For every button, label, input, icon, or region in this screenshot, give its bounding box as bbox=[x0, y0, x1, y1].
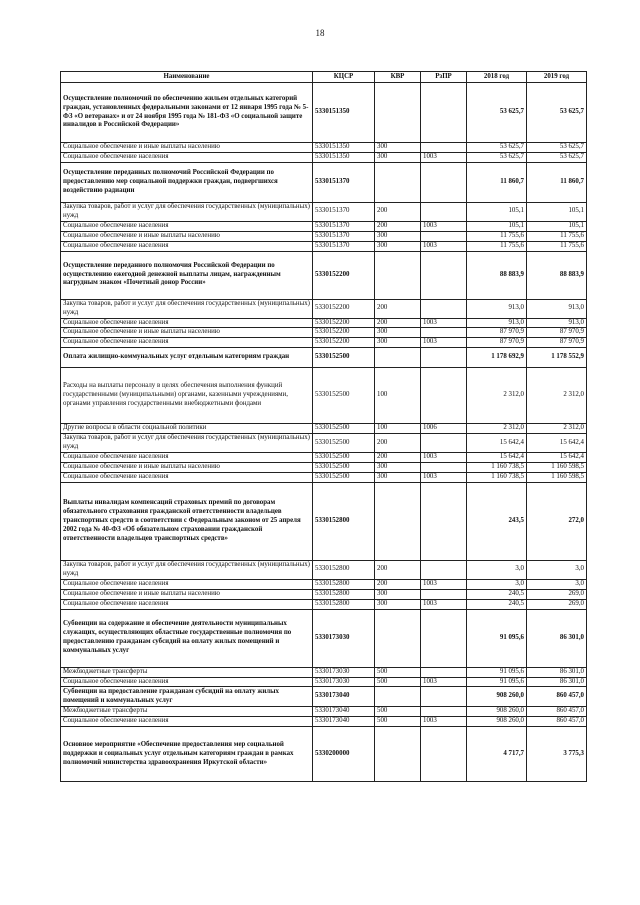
row-amount-2019: 269,0 bbox=[527, 599, 587, 609]
row-amount-2018: 908 260,0 bbox=[467, 687, 527, 707]
row-kvr: 100 bbox=[375, 424, 421, 434]
row-amount-2019: 15 642,4 bbox=[527, 434, 587, 453]
row-amount-2018: 53 625,7 bbox=[467, 143, 527, 153]
row-amount-2019: 53 625,7 bbox=[527, 143, 587, 153]
row-kvr bbox=[375, 609, 421, 667]
row-kvr: 200 bbox=[375, 221, 421, 231]
row-kcsr: 5330152200 bbox=[313, 299, 375, 318]
table-row bbox=[61, 677, 587, 687]
row-kvr bbox=[375, 348, 421, 368]
row-kcsr: 5330151370 bbox=[313, 162, 375, 202]
row-amount-2018: 15 642,4 bbox=[467, 434, 527, 453]
row-kvr: 200 bbox=[375, 299, 421, 318]
row-rzpr: 1003 bbox=[421, 453, 467, 463]
row-amount-2019: 86 301,0 bbox=[527, 677, 587, 687]
row-rzpr: 1003 bbox=[421, 152, 467, 162]
row-amount-2018: 1 160 738,5 bbox=[467, 463, 527, 473]
row-amount-2019: 53 625,7 bbox=[527, 83, 587, 143]
row-name: Межбюджетные трансферты bbox=[61, 707, 313, 717]
row-kcsr: 5330152200 bbox=[313, 251, 375, 299]
row-amount-2019: 11 860,7 bbox=[527, 162, 587, 202]
row-rzpr bbox=[421, 162, 467, 202]
row-amount-2019: 272,0 bbox=[527, 482, 587, 560]
row-name: Социальное обеспечение населения bbox=[61, 241, 313, 251]
row-amount-2019: 53 625,7 bbox=[527, 152, 587, 162]
row-amount-2019: 105,1 bbox=[527, 202, 587, 221]
row-amount-2019: 2 312,0 bbox=[527, 424, 587, 434]
row-amount-2018: 913,0 bbox=[467, 318, 527, 328]
row-amount-2018: 87 970,9 bbox=[467, 338, 527, 348]
row-amount-2018: 4 717,7 bbox=[467, 727, 527, 782]
table-row bbox=[61, 338, 587, 348]
row-name: Социальное обеспечение и иные выплаты населению bbox=[61, 328, 313, 338]
row-amount-2018: 1 160 738,5 bbox=[467, 472, 527, 482]
row-kcsr: 5330151370 bbox=[313, 241, 375, 251]
row-amount-2018: 243,5 bbox=[467, 482, 527, 560]
row-kcsr: 5330152200 bbox=[313, 338, 375, 348]
row-kcsr: 5330151370 bbox=[313, 231, 375, 241]
row-kvr: 300 bbox=[375, 241, 421, 251]
row-kvr: 200 bbox=[375, 453, 421, 463]
row-kcsr: 5330152800 bbox=[313, 482, 375, 560]
table-row bbox=[61, 221, 587, 231]
row-name: Осуществление переданного полномочия Российской Федерации по осуществлению ежегодной денежной выплаты лицам, награжденным нагрудным знаком «Почетный донор России» bbox=[61, 251, 313, 299]
table-row bbox=[61, 231, 587, 241]
row-kvr: 200 bbox=[375, 202, 421, 221]
row-rzpr bbox=[421, 328, 467, 338]
table-row bbox=[61, 152, 587, 162]
row-kcsr: 5330152200 bbox=[313, 318, 375, 328]
row-amount-2018: 105,1 bbox=[467, 202, 527, 221]
row-rzpr: 1003 bbox=[421, 472, 467, 482]
row-name: Закупка товаров, работ и услуг для обеспечения государственных (муниципальных) нужд bbox=[61, 560, 313, 579]
row-kcsr: 5330173030 bbox=[313, 609, 375, 667]
row-amount-2019: 269,0 bbox=[527, 589, 587, 599]
table-row bbox=[61, 463, 587, 473]
row-name: Социальное обеспечение и иные выплаты населению bbox=[61, 231, 313, 241]
row-amount-2018: 3,0 bbox=[467, 579, 527, 589]
row-rzpr: 1003 bbox=[421, 221, 467, 231]
table-row bbox=[61, 83, 587, 143]
row-rzpr bbox=[421, 482, 467, 560]
row-amount-2019: 913,0 bbox=[527, 299, 587, 318]
row-rzpr: 1003 bbox=[421, 579, 467, 589]
row-amount-2018: 1 178 692,9 bbox=[467, 348, 527, 368]
row-kvr: 100 bbox=[375, 368, 421, 424]
table-row bbox=[61, 453, 587, 463]
table-row bbox=[61, 202, 587, 221]
row-name: Другие вопросы в области социальной политики bbox=[61, 424, 313, 434]
row-kcsr: 5330173040 bbox=[313, 707, 375, 717]
row-kvr: 300 bbox=[375, 328, 421, 338]
row-kvr bbox=[375, 727, 421, 782]
row-kvr bbox=[375, 251, 421, 299]
row-name: Межбюджетные трансферты bbox=[61, 667, 313, 677]
row-rzpr bbox=[421, 299, 467, 318]
row-amount-2018: 240,5 bbox=[467, 589, 527, 599]
row-name: Социальное обеспечение населения bbox=[61, 579, 313, 589]
row-amount-2019: 86 301,0 bbox=[527, 667, 587, 677]
row-name: Субвенции на содержание и обеспечение деятельности муниципальных служащих, осуществляющих областные государственные полномочия по предоставлению гражданам субсидий на оплату жилых помещений и коммунальных услуг bbox=[61, 609, 313, 667]
row-amount-2019: 88 883,9 bbox=[527, 251, 587, 299]
row-amount-2019: 3,0 bbox=[527, 560, 587, 579]
row-amount-2019: 2 312,0 bbox=[527, 368, 587, 424]
row-amount-2019: 15 642,4 bbox=[527, 453, 587, 463]
row-name: Социальное обеспечение населения bbox=[61, 152, 313, 162]
row-amount-2019: 87 970,9 bbox=[527, 338, 587, 348]
row-kvr: 500 bbox=[375, 677, 421, 687]
row-kcsr: 5330152500 bbox=[313, 434, 375, 453]
row-kcsr: 5330152800 bbox=[313, 560, 375, 579]
row-kcsr: 5330151370 bbox=[313, 202, 375, 221]
row-rzpr bbox=[421, 667, 467, 677]
row-kvr: 300 bbox=[375, 338, 421, 348]
row-amount-2018: 2 312,0 bbox=[467, 424, 527, 434]
row-name: Расходы на выплаты персоналу в целях обеспечения выполнения функций государственными (муниципальными) органами, казенными учреждениями, органами управления государственными внебюджетными фондами bbox=[61, 368, 313, 424]
header-rzpr: РзПР bbox=[421, 72, 467, 83]
row-kcsr: 5330151350 bbox=[313, 152, 375, 162]
row-rzpr bbox=[421, 143, 467, 153]
row-kcsr: 5330152800 bbox=[313, 589, 375, 599]
row-kvr: 200 bbox=[375, 579, 421, 589]
table-row bbox=[61, 707, 587, 717]
table-row bbox=[61, 687, 587, 707]
row-rzpr: 1003 bbox=[421, 318, 467, 328]
row-amount-2018: 2 312,0 bbox=[467, 368, 527, 424]
row-kvr: 200 bbox=[375, 434, 421, 453]
table-row bbox=[61, 348, 587, 368]
row-kvr: 300 bbox=[375, 152, 421, 162]
row-amount-2018: 908 260,0 bbox=[467, 717, 527, 727]
row-rzpr bbox=[421, 463, 467, 473]
table-row bbox=[61, 482, 587, 560]
row-rzpr bbox=[421, 687, 467, 707]
row-amount-2018: 15 642,4 bbox=[467, 453, 527, 463]
table-row bbox=[61, 299, 587, 318]
row-rzpr bbox=[421, 727, 467, 782]
table-row bbox=[61, 368, 587, 424]
row-name: Социальное обеспечение населения bbox=[61, 221, 313, 231]
row-amount-2019: 860 457,0 bbox=[527, 717, 587, 727]
row-amount-2019: 3,0 bbox=[527, 579, 587, 589]
row-kcsr: 5330152500 bbox=[313, 424, 375, 434]
row-kcsr: 5330152500 bbox=[313, 453, 375, 463]
row-name: Оплата жилищно-коммунальных услуг отдельным категориям граждан bbox=[61, 348, 313, 368]
row-kcsr: 5330152500 bbox=[313, 368, 375, 424]
row-kvr: 300 bbox=[375, 143, 421, 153]
row-kvr: 300 bbox=[375, 599, 421, 609]
row-rzpr bbox=[421, 609, 467, 667]
row-rzpr bbox=[421, 707, 467, 717]
row-name: Социальное обеспечение населения bbox=[61, 717, 313, 727]
row-rzpr: 1003 bbox=[421, 241, 467, 251]
table-row bbox=[61, 241, 587, 251]
row-rzpr bbox=[421, 589, 467, 599]
row-kvr: 300 bbox=[375, 231, 421, 241]
table-row bbox=[61, 727, 587, 782]
row-kvr: 300 bbox=[375, 472, 421, 482]
row-name: Выплаты инвалидам компенсаций страховых премий по договорам обязательного страхования гражданской ответственности владельцев транспортных средств в соответствии с Федеральным законом от 25 апреля 2002 года № 40-ФЗ «Об обязательном страховании гражданской ответственности владельцев транспортных средств» bbox=[61, 482, 313, 560]
row-name: Социальное обеспечение и иные выплаты населению bbox=[61, 143, 313, 153]
row-name: Основное мероприятие «Обеспечение предоставления мер социальной поддержки и социальных услуг отдельным категориям граждан в рамках полномочий министерства здравоохранения Иркутской области» bbox=[61, 727, 313, 782]
row-kvr: 500 bbox=[375, 707, 421, 717]
header-kvr: КВР bbox=[375, 72, 421, 83]
header-2019: 2019 год bbox=[527, 72, 587, 83]
header-kcsr: КЦСР bbox=[313, 72, 375, 83]
row-amount-2019: 11 755,6 bbox=[527, 231, 587, 241]
row-rzpr bbox=[421, 231, 467, 241]
row-kcsr: 5330152500 bbox=[313, 463, 375, 473]
row-kvr: 200 bbox=[375, 560, 421, 579]
row-amount-2018: 88 883,9 bbox=[467, 251, 527, 299]
row-name: Социальное обеспечение и иные выплаты населению bbox=[61, 589, 313, 599]
row-rzpr bbox=[421, 251, 467, 299]
row-rzpr bbox=[421, 348, 467, 368]
row-kcsr: 5330152500 bbox=[313, 472, 375, 482]
row-amount-2018: 87 970,9 bbox=[467, 328, 527, 338]
table-row bbox=[61, 717, 587, 727]
row-amount-2019: 860 457,0 bbox=[527, 687, 587, 707]
row-kvr bbox=[375, 482, 421, 560]
table-row bbox=[61, 560, 587, 579]
header-2018: 2018 год bbox=[467, 72, 527, 83]
row-amount-2018: 240,5 bbox=[467, 599, 527, 609]
row-amount-2018: 105,1 bbox=[467, 221, 527, 231]
row-kvr bbox=[375, 83, 421, 143]
row-amount-2018: 11 755,6 bbox=[467, 241, 527, 251]
table-row bbox=[61, 328, 587, 338]
row-amount-2019: 1 160 598,5 bbox=[527, 463, 587, 473]
row-name: Закупка товаров, работ и услуг для обеспечения государственных (муниципальных) нужд bbox=[61, 434, 313, 453]
page-number: 18 bbox=[315, 28, 325, 38]
row-rzpr bbox=[421, 368, 467, 424]
row-kcsr: 5330152800 bbox=[313, 599, 375, 609]
row-amount-2018: 53 625,7 bbox=[467, 83, 527, 143]
table-row bbox=[61, 424, 587, 434]
row-rzpr bbox=[421, 83, 467, 143]
row-kvr: 500 bbox=[375, 667, 421, 677]
row-name: Социальное обеспечение населения bbox=[61, 599, 313, 609]
row-kcsr: 5330152800 bbox=[313, 579, 375, 589]
row-kcsr: 5330173030 bbox=[313, 677, 375, 687]
budget-table bbox=[60, 71, 587, 782]
row-kcsr: 5330200000 bbox=[313, 727, 375, 782]
row-amount-2019: 1 160 598,5 bbox=[527, 472, 587, 482]
row-name: Социальное обеспечение населения bbox=[61, 318, 313, 328]
row-amount-2018: 53 625,7 bbox=[467, 152, 527, 162]
row-amount-2018: 3,0 bbox=[467, 560, 527, 579]
row-kcsr: 5330152500 bbox=[313, 348, 375, 368]
table-row bbox=[61, 251, 587, 299]
table-row bbox=[61, 472, 587, 482]
row-amount-2019: 860 457,0 bbox=[527, 707, 587, 717]
row-kcsr: 5330173040 bbox=[313, 687, 375, 707]
header-name: Наименование bbox=[61, 72, 313, 83]
row-rzpr bbox=[421, 560, 467, 579]
row-name: Закупка товаров, работ и услуг для обеспечения государственных (муниципальных) нужд bbox=[61, 202, 313, 221]
row-kcsr: 5330151350 bbox=[313, 83, 375, 143]
row-name: Субвенции на предоставление гражданам субсидий на оплату жилых помещений и коммунальных услуг bbox=[61, 687, 313, 707]
row-amount-2018: 91 095,6 bbox=[467, 609, 527, 667]
row-amount-2019: 105,1 bbox=[527, 221, 587, 231]
row-name: Осуществление полномочий по обеспечению жильем отдельных категорий граждан, установленных федеральными законами от 12 января 1995 года № 5-ФЗ «О ветеранах» и от 24 ноября 1995 года № 181-ФЗ «О социальной защите инвалидов в Российской Федерации» bbox=[61, 83, 313, 143]
table-row bbox=[61, 143, 587, 153]
row-rzpr: 1003 bbox=[421, 717, 467, 727]
row-kvr: 300 bbox=[375, 463, 421, 473]
row-amount-2018: 91 095,6 bbox=[467, 677, 527, 687]
row-name: Социальное обеспечение населения bbox=[61, 453, 313, 463]
row-amount-2019: 87 970,9 bbox=[527, 328, 587, 338]
table-row bbox=[61, 589, 587, 599]
table-row bbox=[61, 318, 587, 328]
row-amount-2018: 913,0 bbox=[467, 299, 527, 318]
table-row bbox=[61, 579, 587, 589]
table-row bbox=[61, 162, 587, 202]
row-kvr bbox=[375, 162, 421, 202]
row-amount-2018: 908 260,0 bbox=[467, 707, 527, 717]
row-kvr: 200 bbox=[375, 318, 421, 328]
row-amount-2019: 1 178 552,9 bbox=[527, 348, 587, 368]
row-kvr bbox=[375, 687, 421, 707]
row-amount-2019: 3 775,3 bbox=[527, 727, 587, 782]
row-name: Социальное обеспечение населения bbox=[61, 677, 313, 687]
row-kcsr: 5330173030 bbox=[313, 667, 375, 677]
row-name: Социальное обеспечение населения bbox=[61, 472, 313, 482]
table-row bbox=[61, 599, 587, 609]
row-rzpr: 1003 bbox=[421, 599, 467, 609]
row-kcsr: 5330151370 bbox=[313, 221, 375, 231]
row-kvr: 500 bbox=[375, 717, 421, 727]
row-rzpr bbox=[421, 434, 467, 453]
table-header-row bbox=[61, 72, 587, 83]
row-rzpr: 1006 bbox=[421, 424, 467, 434]
row-name: Закупка товаров, работ и услуг для обеспечения государственных (муниципальных) нужд bbox=[61, 299, 313, 318]
row-rzpr: 1003 bbox=[421, 338, 467, 348]
row-kcsr: 5330152200 bbox=[313, 328, 375, 338]
row-amount-2019: 86 301,0 bbox=[527, 609, 587, 667]
row-rzpr: 1003 bbox=[421, 677, 467, 687]
row-name: Социальное обеспечение и иные выплаты населению bbox=[61, 463, 313, 473]
row-rzpr bbox=[421, 202, 467, 221]
row-amount-2018: 11 755,6 bbox=[467, 231, 527, 241]
table-row bbox=[61, 609, 587, 667]
row-amount-2019: 11 755,6 bbox=[527, 241, 587, 251]
row-amount-2019: 913,0 bbox=[527, 318, 587, 328]
row-name: Осуществление переданных полномочий Российской Федерации по предоставлению мер социальной поддержки граждан, подвергшихся воздействию радиации bbox=[61, 162, 313, 202]
table-row bbox=[61, 667, 587, 677]
row-kvr: 300 bbox=[375, 589, 421, 599]
row-kcsr: 5330173040 bbox=[313, 717, 375, 727]
row-kcsr: 5330151350 bbox=[313, 143, 375, 153]
row-name: Социальное обеспечение населения bbox=[61, 338, 313, 348]
row-amount-2018: 91 095,6 bbox=[467, 667, 527, 677]
table-row bbox=[61, 434, 587, 453]
row-amount-2018: 11 860,7 bbox=[467, 162, 527, 202]
